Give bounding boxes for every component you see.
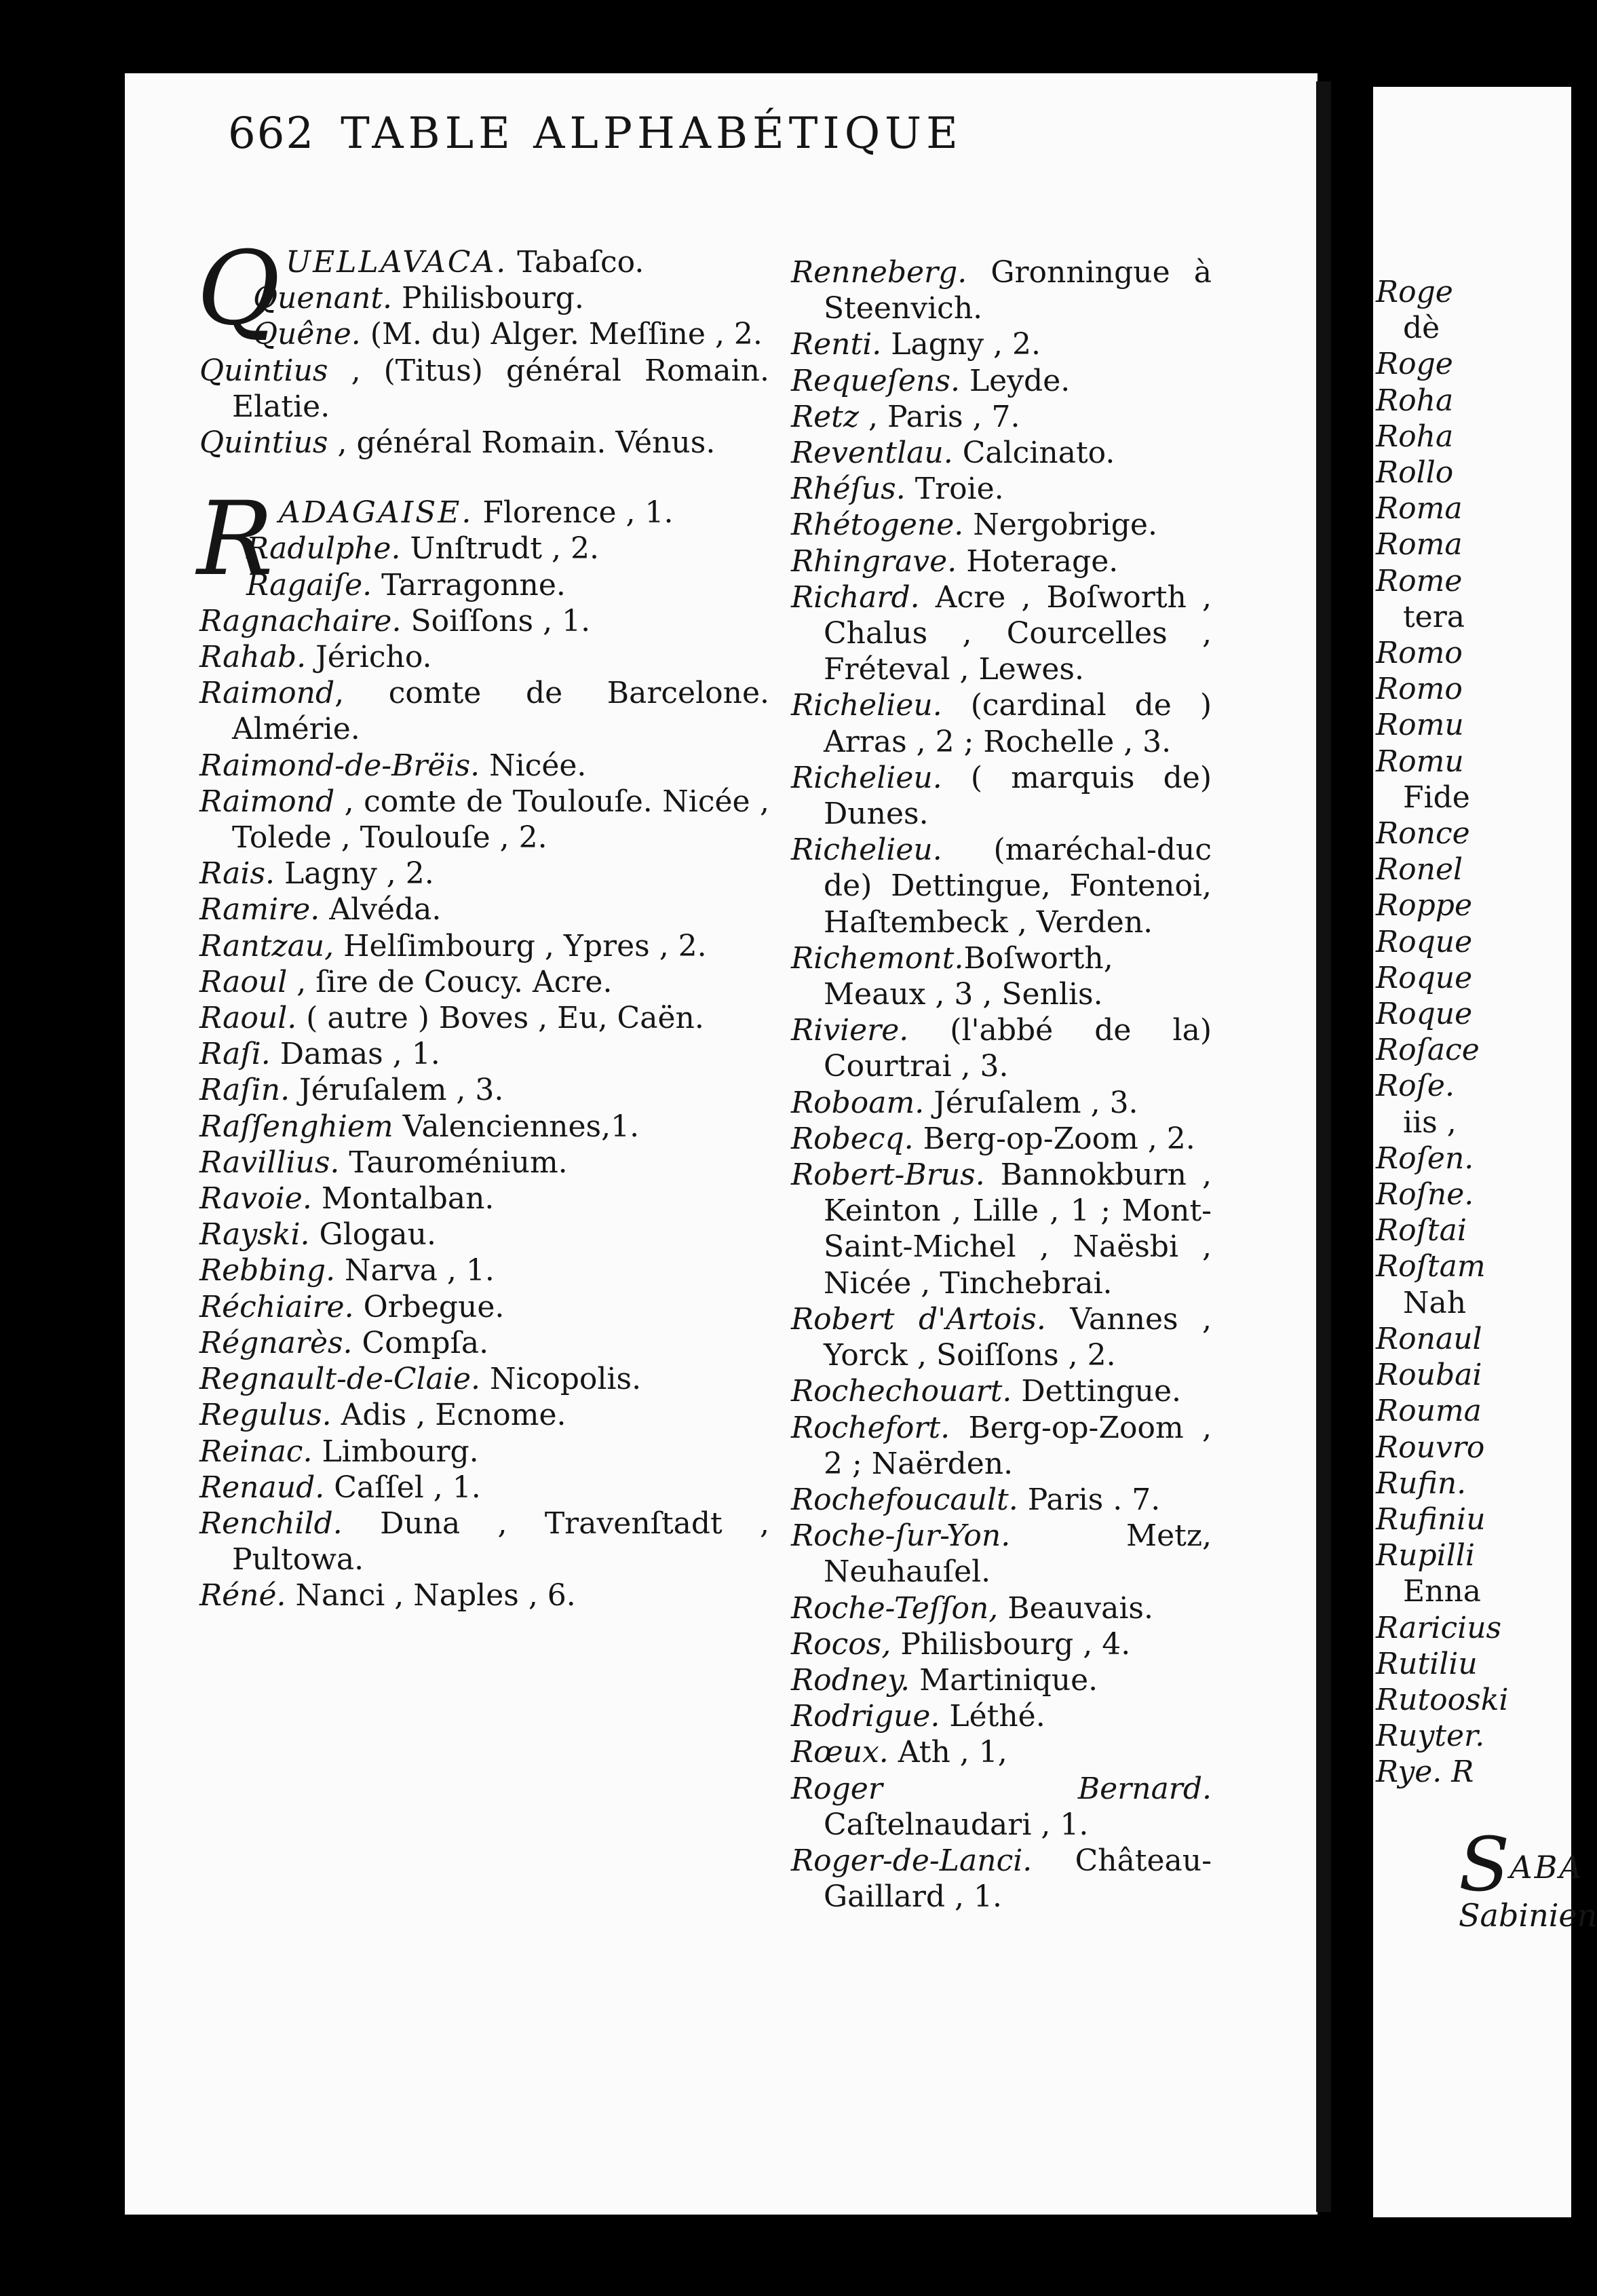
- index-places: Tabaſco.: [507, 245, 644, 280]
- index-entry: [199, 1000, 769, 1036]
- index-entry: [791, 326, 1212, 362]
- index-places: Metz, Neuhauſel.: [824, 1518, 1212, 1590]
- index-entry: [199, 1361, 769, 1397]
- index-entry: [199, 964, 769, 1000]
- index-places: , comte de Barcelone. Almérie.: [232, 676, 769, 747]
- index-head-fragment: Rye. R: [1376, 1755, 1474, 1790]
- index-head: Richelieu.: [791, 833, 942, 868]
- index-head: Raſſenghiem: [199, 1109, 393, 1144]
- index-entry: [199, 1506, 769, 1577]
- index-entry: [791, 579, 1212, 688]
- index-places: Troie.: [905, 472, 1004, 507]
- index-head: Raimond: [199, 676, 335, 711]
- index-places: Florence , 1.: [473, 495, 674, 531]
- index-places: (cardinal de ) Arras , 2 ; Rochelle , 3.: [824, 688, 1212, 759]
- index-head: Renaud.: [199, 1470, 325, 1505]
- index-head: Reventlau.: [791, 436, 953, 471]
- index-places: , Paris , 7.: [859, 399, 1020, 434]
- index-places: Valenciennes,1.: [393, 1109, 640, 1144]
- index-entry: [199, 784, 769, 856]
- index-head-fragment: Ronce: [1376, 816, 1470, 852]
- index-entry: [199, 425, 769, 461]
- index-places: Tauroménium.: [339, 1145, 568, 1180]
- index-head-fragment: Roge: [1376, 275, 1453, 309]
- index-entry: [199, 603, 769, 639]
- index-head-fragment: Roque: [1376, 960, 1473, 995]
- index-places: Bannokburn , Keinton , Lille , 1 ; Mont-Saint-Michel , Naësbi , Nicée , Tinchebrai.: [824, 1157, 1212, 1301]
- index-places: Tarragonne.: [372, 567, 566, 602]
- index-places: Jéruſalem , 3.: [924, 1085, 1138, 1120]
- index-head: Rayski.: [199, 1217, 310, 1252]
- index-head-fragment: Rouma: [1376, 1394, 1482, 1429]
- index-head: Richelieu.: [791, 760, 942, 795]
- index-entry: [791, 435, 1212, 471]
- page-header: [228, 109, 963, 159]
- index-head: Rantzau,: [199, 928, 334, 963]
- index-entry: [199, 1434, 769, 1470]
- index-places: Boſworth, Meaux , 3 , Senlis.: [824, 940, 1113, 1012]
- index-places: , ſire de Coucy. Acre.: [287, 964, 613, 999]
- index-head-fragment: Ronel: [1376, 852, 1463, 887]
- index-head: Raſin.: [199, 1073, 290, 1108]
- index-head-fragment: Roge: [1376, 347, 1453, 382]
- index-head: Renneberg.: [791, 255, 967, 290]
- index-head: Richelieu.: [791, 688, 942, 723]
- page-edge-shadow: [1316, 81, 1331, 2212]
- index-places: Helſimbourg , Ypres , 2.: [334, 928, 707, 963]
- index-head: Roger-de-Lanci.: [791, 1843, 1033, 1878]
- index-head-fragment: iis ,: [1403, 1105, 1457, 1140]
- index-places: Damas , 1.: [270, 1037, 440, 1072]
- index-head-fragment: Nah: [1403, 1285, 1467, 1320]
- index-places: Limbourg.: [312, 1434, 479, 1469]
- index-head-fragment: Rome: [1376, 563, 1463, 598]
- index-entry: [199, 1325, 769, 1361]
- index-head: Rhétogene.: [791, 508, 964, 543]
- index-places: Alvéda.: [320, 892, 442, 927]
- index-head: Reinac.: [199, 1434, 313, 1469]
- index-head: Renti.: [791, 327, 882, 362]
- index-entry: [791, 687, 1212, 759]
- index-head-fragment: Roſtam: [1376, 1249, 1486, 1284]
- index-head: Raoul.: [199, 1001, 297, 1036]
- index-places: Dettingue.: [1012, 1374, 1181, 1409]
- index-entry: [791, 471, 1212, 507]
- index-places: Compſa.: [352, 1325, 489, 1360]
- index-head-fragment: Roſtai: [1376, 1213, 1467, 1248]
- right-section-s: [1459, 1821, 1597, 1934]
- index-places: Gronningue à Steenvich.: [824, 255, 1212, 326]
- index-places: Paris . 7.: [1018, 1482, 1161, 1517]
- index-entry: [199, 1577, 769, 1613]
- index-head-fragment: Roque: [1376, 997, 1473, 1032]
- index-entry: [791, 254, 1212, 326]
- index-head-fragment: Rouvro: [1376, 1430, 1485, 1465]
- index-places: Nanci , Naples , 6.: [286, 1578, 576, 1613]
- index-head: Rodney.: [791, 1662, 910, 1698]
- index-head-fragment: Romu: [1376, 744, 1464, 779]
- index-head: Réné.: [199, 1578, 286, 1613]
- index-entry: [791, 543, 1212, 579]
- index-head-fragment: Roſne.: [1376, 1177, 1474, 1212]
- index-head-fragment: Roha: [1376, 383, 1454, 418]
- index-entry: [791, 1734, 1212, 1770]
- index-head: Roboam.: [791, 1085, 925, 1120]
- index-places: Nergobrige.: [963, 508, 1157, 543]
- index-column-right-partial: [1376, 274, 1571, 1791]
- index-head: Rochefoucault.: [791, 1482, 1018, 1517]
- index-head: Regnault-de-Claie.: [199, 1362, 481, 1397]
- drop-cap: S: [1459, 1821, 1510, 1908]
- index-places: Caſtelnaudari , 1.: [824, 1807, 1089, 1842]
- index-places: Calcinato.: [953, 436, 1115, 471]
- index-entry: [199, 892, 769, 927]
- index-places: Glogau.: [309, 1217, 436, 1252]
- index-places: Berg-op-Zoom , 2.: [913, 1121, 1195, 1156]
- index-head: Robert d'Artois.: [791, 1301, 1046, 1337]
- index-head-fragment: Roma: [1376, 527, 1463, 562]
- index-places: Soiſſons , 1.: [401, 603, 591, 638]
- index-places: Jéricho.: [306, 640, 432, 675]
- index-entry: [199, 531, 769, 567]
- index-head-fragment: tera: [1403, 599, 1465, 634]
- index-entry: [199, 567, 769, 603]
- index-head-fragment: Roſen.: [1376, 1141, 1474, 1176]
- index-entry: [791, 1590, 1212, 1626]
- index-head: Ravoie.: [199, 1181, 312, 1217]
- index-entry: [791, 1518, 1212, 1590]
- index-head: Quintius: [199, 353, 328, 388]
- index-places: Martinique.: [910, 1662, 1098, 1698]
- index-entry: [199, 1470, 769, 1506]
- index-entry: [199, 1289, 769, 1325]
- index-head: Regulus.: [199, 1398, 332, 1433]
- index-head: Rhéſus.: [791, 472, 906, 507]
- index-entry: [199, 1252, 769, 1288]
- index-head: Roche-Teſſon,: [791, 1590, 999, 1626]
- index-head: Ragaiſe.: [246, 567, 372, 602]
- index-entry: [199, 1036, 769, 1072]
- index-entry: [199, 675, 769, 747]
- index-head-fragment: Roha: [1376, 419, 1454, 454]
- index-head: Ragnachaire.: [199, 603, 402, 638]
- index-head: Roche-ſur-Yon.: [791, 1518, 1011, 1554]
- index-head-fragment: Rufiniu: [1376, 1501, 1486, 1537]
- index-head: Réchiaire.: [199, 1289, 354, 1324]
- index-head-fragment: Raricius: [1376, 1610, 1502, 1645]
- index-entry: [199, 1109, 769, 1145]
- index-head: Rœux.: [791, 1735, 889, 1770]
- index-head: Rebbing.: [199, 1253, 336, 1288]
- index-entry: [199, 1217, 769, 1252]
- index-places: Adis , Ecnome.: [331, 1398, 566, 1433]
- index-entry: [199, 1145, 769, 1181]
- index-head: Raimond-de-Brëis.: [199, 748, 480, 783]
- index-places: Jéruſalem , 3.: [290, 1073, 504, 1108]
- index-places: Nicopolis.: [480, 1362, 642, 1397]
- index-head-fragment: Ronaul: [1376, 1321, 1482, 1356]
- drop-cap: R: [197, 480, 273, 599]
- index-places: (maréchal-duc de) Dettingue, Fontenoi, Haſtembeck , Verden.: [824, 833, 1212, 940]
- index-places: Philisbourg.: [392, 281, 584, 316]
- index-entry: [791, 363, 1212, 399]
- index-head-fragment: Roſe.: [1376, 1069, 1455, 1104]
- index-places: ( autre ) Boves , Eu, Caën.: [296, 1001, 704, 1036]
- index-places: Vannes , Yorck , Soiſſons , 2.: [824, 1301, 1212, 1373]
- index-places: Château-Gaillard , 1.: [824, 1843, 1212, 1915]
- index-entry: [791, 1012, 1212, 1084]
- index-head-fragment: Romo: [1376, 672, 1463, 707]
- index-entry: [199, 928, 769, 964]
- drop-cap: Q: [197, 230, 280, 348]
- index-head-fragment: Rutiliu: [1376, 1646, 1478, 1681]
- index-places: Leyde.: [959, 363, 1071, 398]
- index-head: Robert-Brus.: [791, 1157, 985, 1193]
- index-entry: [791, 832, 1212, 940]
- index-entry: [199, 316, 769, 352]
- index-head: Rhingrave.: [791, 543, 957, 579]
- index-head: Quintius: [199, 425, 328, 461]
- index-head-fragment: Rufin.: [1376, 1466, 1467, 1501]
- index-places: , comte de Toulouſe. Nicée , Tolede , Toulouſe , 2.: [232, 784, 769, 856]
- index-places: ( marquis de) Dunes.: [824, 760, 1212, 832]
- index-head-fragment: Roque: [1376, 924, 1473, 959]
- index-head: Ravillius.: [199, 1145, 340, 1180]
- index-head: Requeſens.: [791, 363, 960, 398]
- index-head-fragment: Romo: [1376, 636, 1463, 671]
- index-head: Ramire.: [199, 892, 320, 927]
- index-places: (l'abbé de la) Courtrai , 3.: [824, 1013, 1212, 1084]
- index-entry: [199, 280, 769, 316]
- page-number: 662: [228, 109, 315, 159]
- index-head: Régnarès.: [199, 1325, 353, 1360]
- index-entry: [199, 353, 769, 425]
- index-head: Richard.: [791, 579, 920, 615]
- index-head: Raimond: [199, 784, 335, 819]
- page-title: TABLE ALPHABÉTIQUE: [341, 109, 963, 159]
- index-head: Rochechouart.: [791, 1374, 1012, 1409]
- index-head: Rahab.: [199, 640, 307, 675]
- index-places: Unſtrudt , 2.: [400, 531, 599, 567]
- index-head: Robecq.: [791, 1121, 914, 1156]
- index-places: Lagny , 2.: [881, 327, 1041, 362]
- index-head: Renchild.: [199, 1506, 343, 1541]
- index-places: Lagny , 2.: [275, 856, 434, 892]
- index-head: Quenant.: [252, 281, 393, 316]
- index-head-fragment: dè: [1403, 311, 1440, 346]
- index-entry: [791, 1085, 1212, 1121]
- index-places: Duna , Travenſtadt , Pultowa.: [232, 1506, 769, 1577]
- index-column-middle: [791, 254, 1212, 1915]
- index-places: Narva , 1.: [335, 1253, 495, 1288]
- index-head: Riviere.: [791, 1013, 909, 1048]
- index-places: , (Titus) général Romain. Elatie.: [232, 353, 769, 424]
- index-places: (M. du) Alger. Meſſine , 2.: [360, 317, 763, 352]
- index-entry: [791, 760, 1212, 832]
- index-entry: [791, 507, 1212, 543]
- index-head-fragment: Enna: [1403, 1574, 1482, 1609]
- index-places: , général Romain. Vénus.: [328, 425, 716, 461]
- index-head-fragment: Roma: [1376, 491, 1463, 527]
- section-gap: [199, 461, 769, 495]
- index-head-fragment: Rutooski: [1376, 1682, 1509, 1717]
- index-entry: [199, 856, 769, 892]
- index-places: Léthé.: [940, 1699, 1045, 1734]
- index-entry: [199, 1072, 769, 1108]
- index-head: Raoul: [199, 964, 288, 999]
- index-entry: [791, 940, 1212, 1012]
- index-places: Montalban.: [311, 1181, 495, 1217]
- index-entry: [791, 1410, 1212, 1482]
- drop-cap-rest: UELLAVACA.: [285, 245, 508, 280]
- index-entry: [199, 1181, 769, 1217]
- index-head: Quêne.: [252, 317, 361, 352]
- index-entry: [791, 1843, 1212, 1915]
- index-places: Hoterage.: [957, 543, 1119, 579]
- index-head-fragment: Roſace: [1376, 1033, 1480, 1068]
- index-head: Roger Bernard.: [791, 1771, 1212, 1806]
- index-places: Ath , 1,: [888, 1735, 1007, 1770]
- index-head-fragment: Romu: [1376, 708, 1464, 743]
- index-head: Richemont.: [791, 940, 964, 976]
- index-head-fragment: Fide: [1403, 780, 1470, 815]
- index-entry: [791, 1626, 1212, 1662]
- index-entry: [791, 1301, 1212, 1373]
- index-head: Raſi.: [199, 1037, 271, 1072]
- index-entry: [791, 1373, 1212, 1409]
- index-column-left: [197, 230, 769, 1614]
- index-places: Beauvais.: [998, 1590, 1153, 1626]
- index-places: Acre , Boſworth , Chalus , Courcelles , Fréteval , Lewes.: [824, 579, 1212, 687]
- index-places: Philisbourg , 4.: [891, 1626, 1131, 1662]
- index-entry: [791, 399, 1212, 435]
- index-places: Caſſel , 1.: [324, 1470, 481, 1505]
- index-head-fragment: Rollo: [1376, 455, 1454, 491]
- index-entry: [199, 748, 769, 784]
- index-head-fragment: Ruyter.: [1376, 1719, 1485, 1754]
- index-head: Rocos,: [791, 1626, 891, 1662]
- index-places: Nicée.: [480, 748, 587, 783]
- index-entry: [791, 1771, 1212, 1843]
- index-entry: [791, 1698, 1212, 1734]
- index-head-fragment: Rupilli: [1376, 1538, 1475, 1573]
- drop-cap-rest: ADAGAISE.: [278, 495, 474, 531]
- index-entry: [791, 1157, 1212, 1301]
- index-entry: [199, 1397, 769, 1433]
- index-head: Rochefort.: [791, 1410, 950, 1445]
- index-entry: [791, 1482, 1212, 1518]
- index-head: Rodrigue.: [791, 1699, 940, 1734]
- index-head: Rais.: [199, 856, 275, 892]
- index-places: Orbegue.: [353, 1289, 505, 1324]
- index-entry: [199, 639, 769, 675]
- index-head: Sabinien: [1459, 1897, 1597, 1934]
- index-head: Radulphe.: [246, 531, 401, 567]
- index-head: Retz: [791, 399, 860, 434]
- index-places: Berg-op-Zoom , 2 ; Naërden.: [824, 1410, 1212, 1481]
- index-head-fragment: Roubai: [1376, 1358, 1482, 1393]
- index-entry: [791, 1662, 1212, 1698]
- drop-cap-rest: ABA: [1509, 1849, 1584, 1886]
- index-head-fragment: Roppe: [1376, 888, 1472, 923]
- index-entry: [791, 1121, 1212, 1157]
